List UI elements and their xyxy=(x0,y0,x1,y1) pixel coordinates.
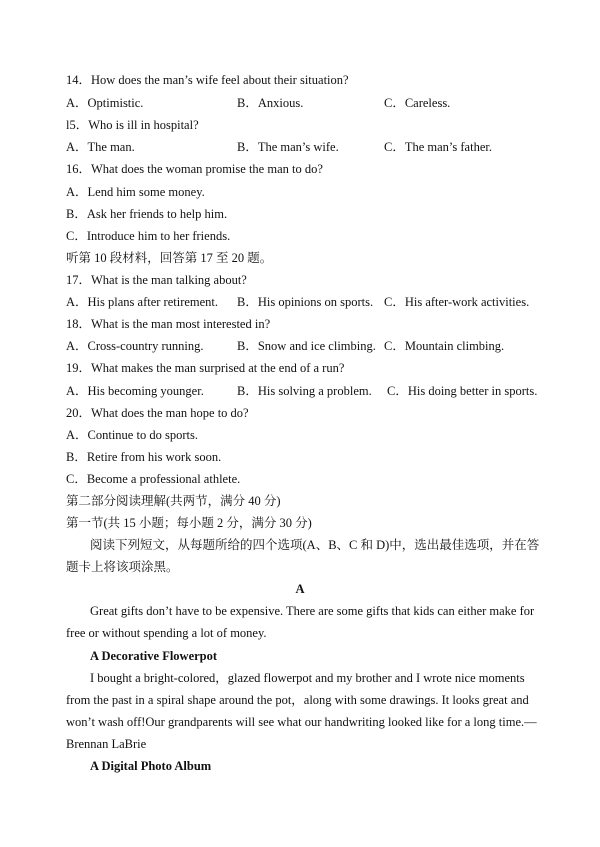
q15-option-a: A．The man. xyxy=(66,140,135,154)
q20-option-b: B．Retire from his work soon. xyxy=(66,450,222,464)
flowerpot-line-2: from the past in a spiral shape around the pot，along with some drawings. It looks great and xyxy=(66,693,529,707)
q16-option-c: C．Introduce him to her friends. xyxy=(66,229,231,243)
q18-option-a: A．Cross-country running. xyxy=(66,339,204,353)
reading-instruction-line-1: 阅读下列短文，从每题所给的四个选项(A、B、C 和 D)中，选出最佳选项，并在答 xyxy=(90,538,540,552)
q15-option-c: C．The man’s father. xyxy=(384,140,492,154)
question-19: 19．What makes the man surprised at the end of a run? xyxy=(66,361,345,375)
passage-label: A xyxy=(295,582,305,596)
intro-line-2: free or without spending a lot of money. xyxy=(66,626,267,640)
question-16: 16．What does the woman promise the man to do? xyxy=(66,162,323,176)
q16-option-a: A．Lend him some money. xyxy=(66,185,205,199)
flowerpot-line-1: I bought a bright-colored，glazed flowerpot and my brother and I wrote nice moments xyxy=(90,671,525,685)
question-18: 18．What is the man most interested in? xyxy=(66,317,271,331)
q14-option-a: A．Optimistic. xyxy=(66,96,144,110)
section-heading-flowerpot: A Decorative Flowerpot xyxy=(90,649,218,663)
question-14: 14．How does the man’s wife feel about their situation? xyxy=(66,73,349,87)
q14-option-c: C．Careless. xyxy=(384,96,451,110)
flowerpot-line-3: won’t wash off!Our grandparents will see what our handwriting looked like for a long time.— xyxy=(66,715,537,729)
q17-option-a: A．His plans after retirement. xyxy=(66,295,219,309)
q18-option-b: B．Snow and ice climbing. xyxy=(237,339,376,353)
q15-option-b: B．The man’s wife. xyxy=(237,140,339,154)
question-17: 17．What is the man talking about? xyxy=(66,273,247,287)
q17-option-b: B．His opinions on sports. xyxy=(237,295,374,309)
q14-option-b: B．Anxious. xyxy=(237,96,304,110)
section-heading-photo-album: A Digital Photo Album xyxy=(90,759,212,773)
part-2-heading: 第二部分阅读理解(共两节，满分 40 分) xyxy=(66,494,281,508)
q19-option-a: A．His becoming younger. xyxy=(66,384,204,398)
question-20: 20．What does the man hope to do? xyxy=(66,406,249,420)
reading-instruction-line-2: 题卡上将该项涂黑。 xyxy=(66,560,179,574)
question-15: l5．Who is ill in hospital? xyxy=(66,118,199,132)
q19-option-b: B．His solving a problem. xyxy=(237,384,372,398)
q16-option-b: B．Ask her friends to help him. xyxy=(66,207,228,221)
q20-option-a: A．Continue to do sports. xyxy=(66,428,198,442)
q20-option-c: C．Become a professional athlete. xyxy=(66,472,241,486)
q17-option-c: C．His after-work activities. xyxy=(384,295,530,309)
section-10-instruction: 听第 10 段材料，回答第 17 至 20 题。 xyxy=(66,251,273,265)
q19-option-c: C．His doing better in sports. xyxy=(387,384,538,398)
q18-option-c: C．Mountain climbing. xyxy=(384,339,505,353)
section-1-heading: 第一节(共 15 小题；每小题 2 分，满分 30 分) xyxy=(66,516,312,530)
flowerpot-author: Brennan LaBrie xyxy=(66,737,147,751)
intro-line-1: Great gifts don’t have to be expensive. There are some gifts that kids can either make for xyxy=(90,604,535,618)
